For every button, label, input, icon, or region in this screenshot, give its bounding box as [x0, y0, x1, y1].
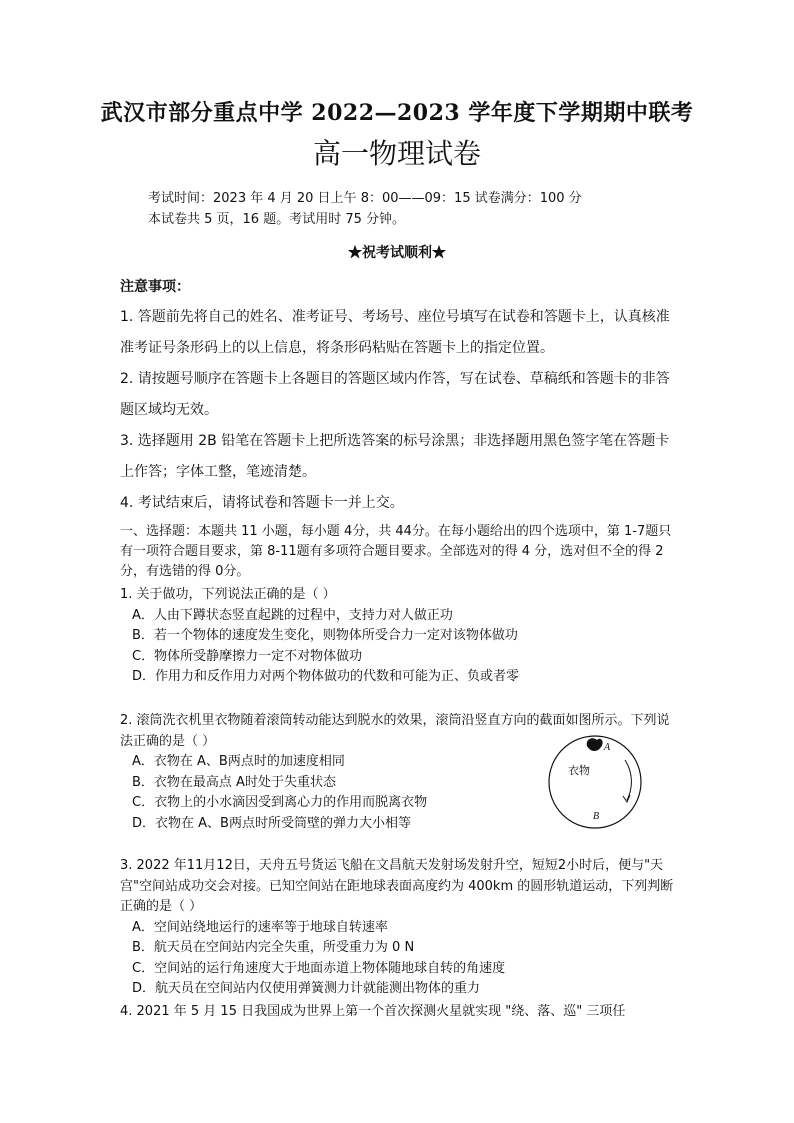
label-clothes: 衣物: [568, 764, 590, 777]
question-stem: 1. 关于做功，下列说法正确的是（ ）: [120, 587, 336, 602]
question-stem: 2. 滚筒洗衣机里衣物随着滚筒转动能达到脱水的效果，滚筒沿竖直方向的截面如图所示。下列说法正确的是（ ）: [120, 713, 670, 749]
drum-cross-section-diagram: [547, 734, 643, 830]
question-stem: 4. 2021 年 5 月 15 日我国成为世界上第一个首次探测火星就实现 "绕、落、巡" 三项任: [120, 1004, 626, 1019]
option-b: B．衣物在最高点 A时处于失重状态: [132, 774, 336, 790]
label-b: B: [593, 811, 600, 822]
option-d: D．航天员在空间站内仅使用弹簧测力计就能测出物体的重力: [132, 981, 481, 996]
option-c: C．物体所受静摩擦力一定不对物体做功: [132, 648, 363, 664]
question-3: [120, 856, 680, 1000]
exam-time-info: 考试时间：2023 年 4 月 20 日上午 8：00——09：15 试卷满分：100 分: [148, 191, 582, 206]
question-1: [120, 585, 680, 688]
option-b: B．若一个物体的速度发生变化，则物体所受合力一定对该物体做功: [132, 628, 518, 643]
exam-length-info: 本试卷共 5 页，16 题。考试用时 75 分钟。: [148, 212, 406, 227]
option-d: D．作用力和反作用力对两个物体做功的代数和可能为正、负或者零: [132, 669, 520, 684]
question-stem: 3. 2022 年11月12日，天舟五号货运飞船在文昌航天发射场发射升空，短短2小时后，便与"天宫"空间站成功交会对接。已知空间站在距地球表面高度约为 400km 的圆形轨道运动，下列判断正确的是（ ）: [120, 858, 674, 914]
section-instructions: 一、选择题：本题共 11 小题，每小题 4分，共 44分。在每小题给出的四个选项中，第 1-7题只有一项符合题目要求，第 8-11题有多项符合题目要求。全部选对的得 4 分，选对但不全的得 2 分，有选错的得 0分。: [120, 524, 672, 579]
notice-item-2: 2. 请按题号顺序在答题卡上各题目的答题区域内作答，写在试卷、草稿纸和答题卡的非答题区域均无效。: [120, 371, 670, 418]
clothes-blob: [587, 738, 603, 751]
notice-item-3: 3. 选择题用 2B 铅笔在答题卡上把所选答案的标号涂黑；非选择题用黑色签字笔在答题卡上作答；字体工整，笔迹清楚。: [120, 433, 670, 480]
question-4: [120, 1002, 680, 1023]
exam-subtitle: 高一物理试卷: [312, 137, 481, 170]
option-b: B．航天员在空间站内完全失重，所受重力为 0 N: [132, 940, 415, 955]
option-c: C．空间站的运行角速度大于地面赤道上物体随地球自转的角速度: [132, 960, 506, 976]
exam-title: 武汉市部分重点中学 2022—2023 学年度下学期期中联考: [100, 100, 694, 126]
option-d: D．衣物在 A、B两点时所受筒壁的弹力大小相等: [132, 815, 411, 831]
notice-item-4: 4. 考试结束后，请将试卷和答题卡一并上交。: [120, 495, 404, 511]
rotation-arrow: [625, 760, 631, 800]
option-a: A．人由下蹲状态竖直起跳的过程中，支持力对人做正功: [132, 607, 453, 623]
option-c: C．衣物上的小水滴因受到离心力的作用而脱离衣物: [132, 795, 428, 810]
good-luck-line: ★祝考试顺利★: [348, 245, 446, 261]
label-a: A: [604, 742, 611, 753]
option-a: A．空间站绕地运行的速率等于地球自转速率: [132, 919, 388, 935]
notice-item-1: 1. 答题前先将自己的姓名、准考证号、考场号、座位号填写在试卷和答题卡上，认真核准准考证号条形码上的以上信息，将条形码粘贴在答题卡上的指定位置。: [120, 309, 670, 356]
option-a: A．衣物在 A、B两点时的加速度相同: [132, 754, 345, 769]
notice-heading: 注意事项：: [120, 279, 190, 295]
